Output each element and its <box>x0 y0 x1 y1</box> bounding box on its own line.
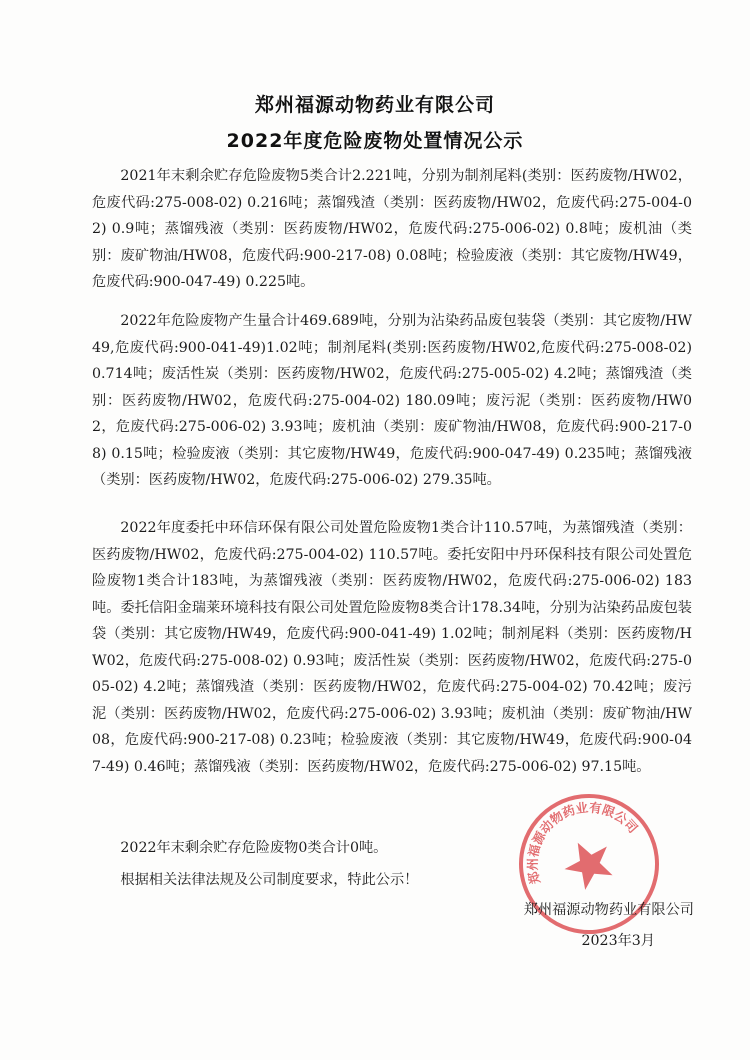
report-title: 2022年度危险废物处置情况公示 <box>226 130 524 152</box>
seal-text: 郑州福源动物药业有限公司 <box>524 799 641 886</box>
signature-company: 郑州福源动物药业有限公司 <box>523 902 694 918</box>
paragraph-closing: 根据相关法律法规及公司制度要求，特此公示！ <box>120 872 419 888</box>
paragraph-2022-remaining: 2022年末剩余贮存危险废物0类合计0吨。 <box>120 840 388 856</box>
paragraph-2022-disposal: 2022年度委托中环信环保有限公司处置危险废物1类合计110.57吨，为蒸馏残渣（类别：医药废物/HW02，危废代码:275-004-02) 110.57吨。委托安阳中丹环保科技有限公司处置危险废物1类合计183吨，为蒸馏残液（类别：医药废物/HW02，危废代码:275-006-02) 183吨。委托信阳金瑞莱环境科技有限公司处置危险废物8类合计178.34吨，分别为沾染药品废包装袋（类别：其它废物/HW49，危废代码:900-041-49) 1.02吨；制剂尾料（类别：医药废物/HW02，危废代码:275-008-02) 0.93吨；废活性炭（类别：医药废物/HW02，危废代码:275-005-02) 4.2吨；蒸馏残渣（类别：医药废物/HW02，危废代码:275-004-02) 70.42吨；废污泥（类别：医药废物/HW02，危废代码:275-006-02) 3.93吨；废机油（类别：废矿物油/HW08，危废代码:900-217-08) 0.23吨；检验废液（类别：其它废物/HW49，危废代码:900-047-49) 0.46吨；蒸馏残液（类别：医药废物/HW02，危废代码:275-006-02) 97.15吨。 <box>92 520 692 775</box>
seal-star-icon <box>557 832 621 894</box>
signature-date: 2023年3月 <box>581 933 655 949</box>
paragraph-2022-generated: 2022年危险废物产生量合计469.689吨，分别为沾染药品废包装袋（类别：其它废物/HW49,危废代码:900-041-49)1.02吨；制剂尾料(类别:医药废物/HW02,危废代码:275-008-02) 0.714吨；废活性炭（类别：医药废物/HW02，危废代码:275-005-02) 4.2吨；蒸馏残渣（类别：医药废物/HW02，危废代码:275-004-02) 180.09吨；废污泥（类别：医药废物/HW02，危废代码:275-006-02) 3.93吨；废机油（类别：废矿物油/HW08，危废代码:900-217-08) 0.15吨；检验废液（类别：其它废物/HW49，危废代码:900-047-49) 0.235吨；蒸馏残液（类别：医药废物/HW02，危废代码:275-006-02) 279.35吨。 <box>92 313 692 488</box>
company-title: 郑州福源动物药业有限公司 <box>254 94 495 116</box>
paragraph-2021-remaining: 2021年末剩余贮存危险废物5类合计2.221吨，分别为制剂尾料(类别：医药废物/HW02，危废代码:275-008-02) 0.216吨；蒸馏残渣（类别：医药废物/HW02，危废代码:275-004-02) 0.9吨；蒸馏残液（类别：医药废物/HW02，危废代码:275-006-02) 0.8吨；废机油（类别：废矿物油/HW08，危废代码:900-217-08) 0.08吨；检验废液（类别：其它废物/HW49，危废代码:900-047-49) 0.225吨。 <box>92 168 692 290</box>
